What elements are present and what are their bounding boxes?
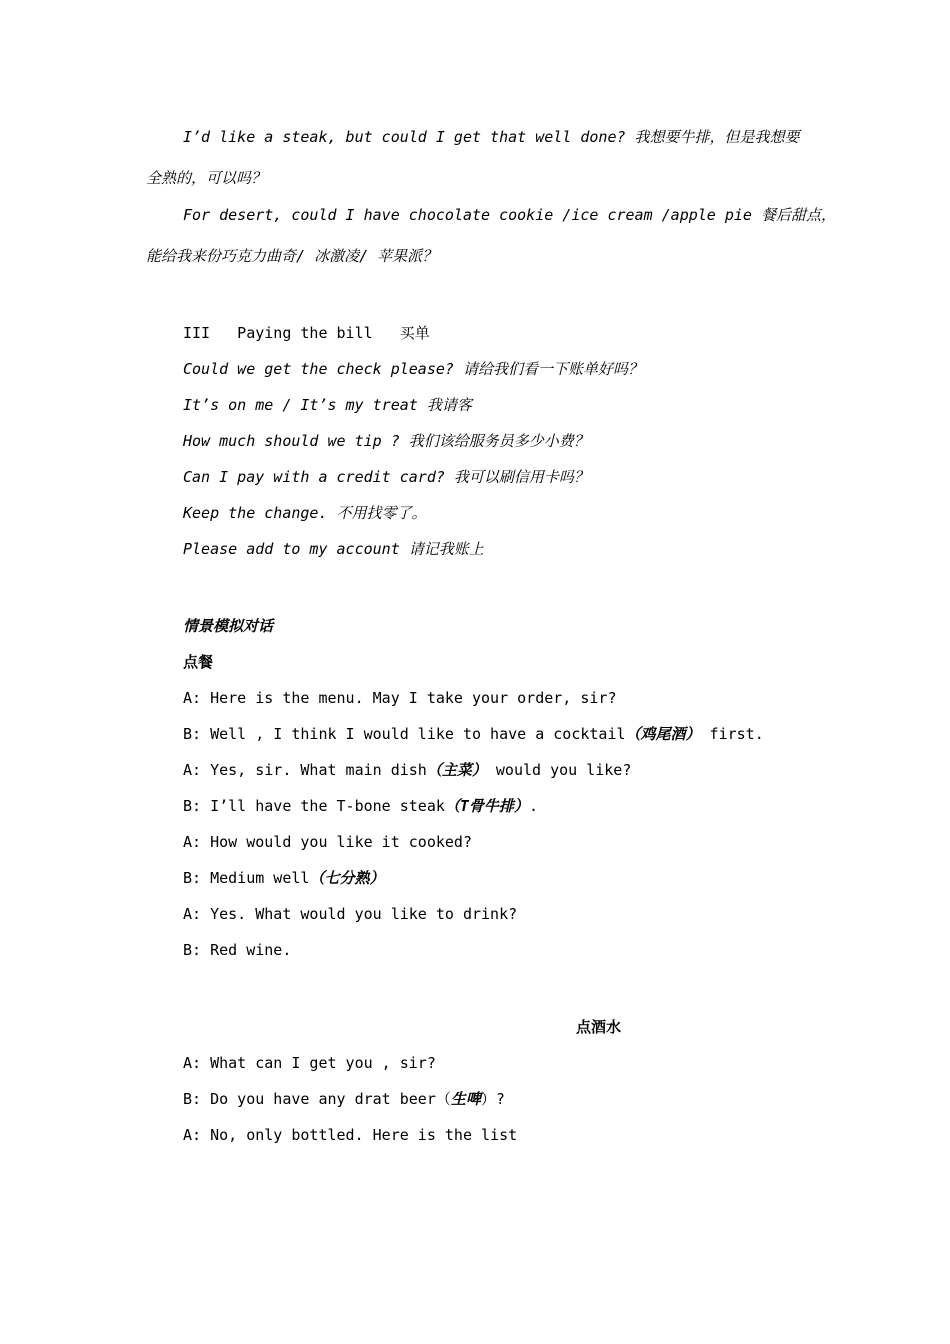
dialog-title: 情景模拟对话 xyxy=(183,617,274,635)
dialog-note: （七分熟） xyxy=(309,869,385,887)
dialog-line xyxy=(183,688,616,708)
phrase-line: How much should we tip ? 我们该给服务员多少小费？ xyxy=(183,432,589,450)
phrase-line: Could we get the check please? 请给我们看一下账单好吗？ xyxy=(183,360,643,378)
dialog-text: B: Red wine. xyxy=(183,941,292,959)
dialog-text-after: would you like? xyxy=(486,761,632,779)
ordering-title: 点餐 xyxy=(183,653,214,671)
phrase-line: Please add to my account 请记我账上 xyxy=(183,540,484,558)
dialog-text: B: Medium well xyxy=(183,869,310,887)
dialog-line xyxy=(183,796,538,816)
dialog-text-after: ）? xyxy=(480,1090,505,1108)
dialog-line xyxy=(183,904,517,924)
dialog-text: A: Here is the menu. May I take your order, sir? xyxy=(183,689,617,707)
section-heading-paying-bill: III Paying the bill 买单 xyxy=(183,324,430,342)
dialog-text: A: How would you like it cooked? xyxy=(183,833,472,851)
dialog-text: B: I’ll have the T-bone steak xyxy=(183,797,445,815)
dialog-text: A: Yes. What would you like to drink? xyxy=(183,905,518,923)
dialog-note: （主菜） xyxy=(426,761,487,779)
dialog-line xyxy=(183,832,472,852)
dialog-text: B: Well , I think I would like to have a cocktail xyxy=(183,725,626,743)
dialog-note: （T骨牛排） xyxy=(444,797,529,815)
dialog-text-after: . xyxy=(528,797,538,815)
steak-line-1: I’d like a steak, but could I get that well done? 我想要牛排，但是我想要 xyxy=(183,128,800,146)
dialog-note: （鸡尾酒） xyxy=(625,725,701,743)
dialog-line xyxy=(183,1053,436,1073)
phrase-line: It’s on me / It’s my treat 我请客 xyxy=(183,396,472,414)
dialog-note: 生啤 xyxy=(450,1090,481,1108)
dialog-text: A: No, only bottled. Here is the list xyxy=(183,1126,518,1144)
dialog-text: B: Do you have any drat beer（ xyxy=(183,1090,451,1108)
dialog-text: A: What can I get you , sir? xyxy=(183,1054,436,1072)
dialog-line xyxy=(183,1125,517,1145)
dialog-line xyxy=(183,724,764,744)
dialog-line xyxy=(183,940,291,960)
dessert-line-2: 能给我来份巧克力曲奇/ 冰激凌/ 苹果派？ xyxy=(146,247,438,265)
phrase-line: Can I pay with a credit card? 我可以刷信用卡吗？ xyxy=(183,468,589,486)
phrase-line: Keep the change. 不用找零了。 xyxy=(183,504,427,522)
dialog-line xyxy=(183,760,631,780)
dessert-line-1: For desert, could I have chocolate cookie /ice cream /apple pie 餐后甜点， xyxy=(183,206,836,224)
dialog-line xyxy=(183,1089,505,1109)
steak-line-2: 全熟的，可以吗？ xyxy=(146,169,267,187)
dialog-line xyxy=(183,868,384,888)
dialog-text: A: Yes, sir. What main dish xyxy=(183,761,427,779)
drinks-title: 点酒水 xyxy=(576,1018,622,1036)
dialog-text-after: first. xyxy=(700,725,764,743)
